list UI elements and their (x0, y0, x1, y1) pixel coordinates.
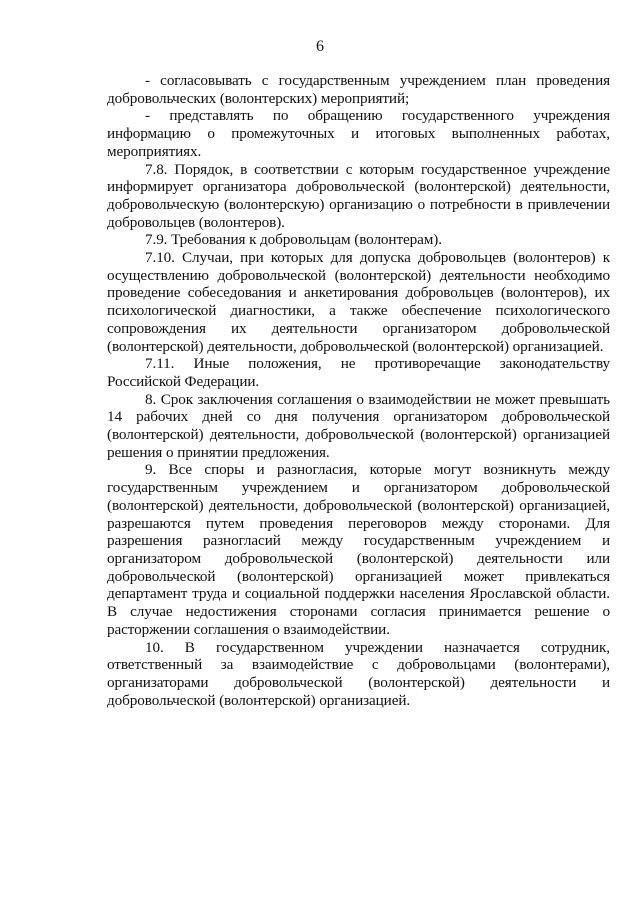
paragraph-7-10: 7.10. Случаи, при которых для допуска добровольцев (волонтеров) к осуществлению добровольческой (волонтерской) деятельности необходимо проведение собеседования и анкетирования добровольцев (волонтеров), их психологической диагностики, а также обеспечение психологического сопровождения их деятельности организатором добровольческой (волонтерской) деятельности, добровольческой (волонтерской) организацией. (107, 249, 610, 355)
paragraph-10: 10. В государственном учреждении назначается сотрудник, ответственный за взаимодействие с добровольцами (волонтерами), организаторами добровольческой (волонтерской) деятельности и добровольческой (волонтерской) организацией. (107, 638, 610, 709)
page-number: 6 (316, 38, 324, 55)
paragraph-7-9: 7.9. Требования к добровольцам (волонтерам). (145, 231, 442, 249)
paragraph-9: 9. Все споры и разногласия, которые могут возникнуть между государственным учреждением и организатором добровольческой (волонтерской) деятельности, добровольческой (волонтерской) организацией, разрешаются путем проведения переговоров между сторонами. Для разрешения разногласий между государственным учреждением и организатором добровольческой (волонтерской) деятельности или добровольческой (волонтерской) организацией может привлекаться департамент труда и социальной поддержки населения Ярославской области. В случае недостижения сторонами согласия принимается решение о расторжении соглашения о взаимодействии. (107, 461, 610, 638)
paragraph-8: 8. Срок заключения соглашения о взаимодействии не может превышать 14 рабочих дней со дня получения организатором добровольческой (волонтерской) деятельности, добровольческой (волонтерской) организацией решения о принятии предложения. (107, 390, 610, 461)
paragraph-7-8: 7.8. Порядок, в соответствии с которым государственное учреждение информирует организатора добровольческой (волонтерской) деятельности, добровольческую (волонтерскую) организацию о потребности в привлечении добровольцев (волонтеров). (107, 160, 610, 231)
document-body (107, 72, 610, 709)
paragraph-coordinate-plan: - согласовывать с государственным учреждением план проведения добровольческих (волонтерских) мероприятий; (107, 72, 610, 107)
paragraph-7-11: 7.11. Иные положения, не противоречащие законодательству Российской Федерации. (107, 355, 610, 390)
paragraph-provide-information: - представлять по обращению государственного учреждения информацию о промежуточных и итоговых выполненных работах, мероприятиях. (107, 107, 610, 160)
